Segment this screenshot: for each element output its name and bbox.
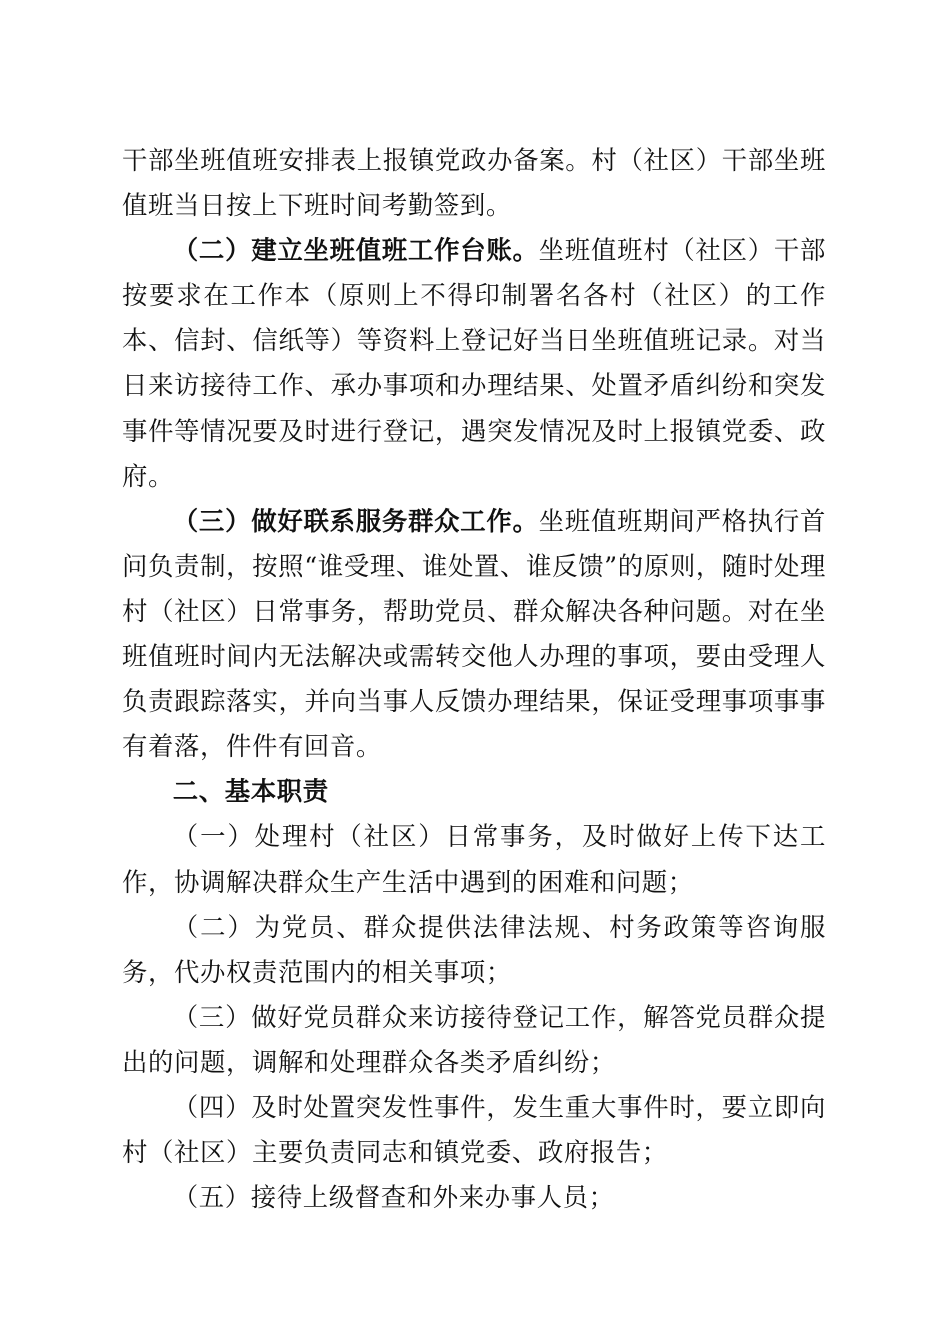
paragraph-continuation bbox=[122, 138, 826, 228]
section-heading: 二、基本职责 bbox=[172, 776, 329, 807]
duty-item-4: （四）及时处置突发性事件，发生重大事件时，要立即向村（社区）主要负责同志和镇党委、政府报告； bbox=[122, 1091, 826, 1168]
paragraph-serve-masses bbox=[122, 499, 826, 770]
duty-item-1: （一）处理村（社区）日常事务，及时做好上传下达工作，协调解决群众生产生活中遇到的困难和问题； bbox=[122, 821, 826, 897]
paragraph-lead: （二）建立坐班值班工作台账。 bbox=[172, 235, 539, 266]
duty-item-5: （五）接待上级督查和外来办事人员； bbox=[172, 1182, 615, 1213]
paragraph-lead: （三）做好联系服务群众工作。 bbox=[172, 505, 539, 536]
paragraph-text: 干部坐班值班安排表上报镇党政办备案。村（社区）干部坐班值班当日按上下班时间考勤签到。 bbox=[122, 145, 826, 221]
paragraph-text: 坐班值班期间严格执行首问负责制，按照“谁受理、谁处置、谁反馈”的原则，随时处理村（社区）日常事务，帮助党员、群众解决各种问题。对在坐班值班时间内无法解决或需转交他人办理的事项，要由受理人负责跟踪落实，并向当事人反馈办理结果，保证受理事项事事有着落，件件有回音。 bbox=[122, 505, 826, 762]
paragraph-work-ledger bbox=[122, 228, 826, 499]
paragraph-text: 坐班值班村（社区）干部按要求在工作本（原则上不得印制署名各村（社区）的工作本、信封、信纸等）等资料上登记好当日坐班值班记录。对当日来访接待工作、承办事项和办理结果、处置矛盾纠纷和突发事件等情况要及时进行登记，遇突发情况及时上报镇党委、政府。 bbox=[122, 235, 826, 491]
duty-item-3: （三）做好党员群众来访接待登记工作，解答党员群众提出的问题，调解和处理群众各类矛盾纠纷； bbox=[122, 1001, 826, 1077]
duty-item-2: （二）为党员、群众提供法律法规、村务政策等咨询服务，代办权责范围内的相关事项； bbox=[122, 911, 826, 987]
document-body bbox=[122, 138, 826, 1220]
